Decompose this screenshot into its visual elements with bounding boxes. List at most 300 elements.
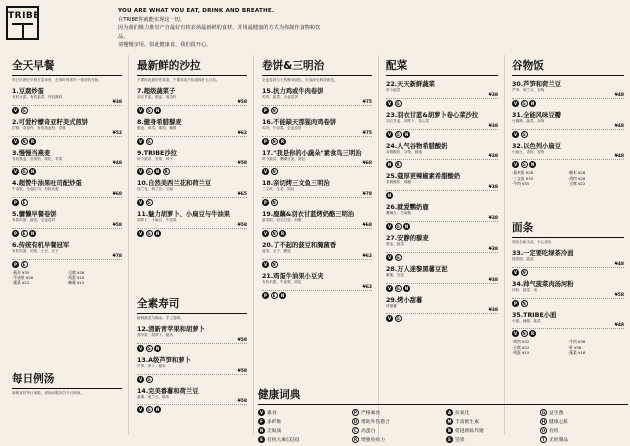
health-badge-icon: V [513,162,518,168]
glossary-title: 健康词典 [258,387,628,405]
section-subtitle: 不要再说最好你喜欢，不要再说不知道做什么沙拉。 [137,78,220,82]
menu-item [12,178,122,206]
health-badge-icon: N [272,169,276,175]
column-divider [128,55,129,435]
menu-item-price: ¥48 [512,93,624,99]
menu-item-price: ¥38 [386,308,498,314]
menu-item-title: 10.自然美西兰花和荷兰豆 [137,180,212,188]
addon-price: ·燕麦饭 ¥28 [512,170,534,176]
menu-item-icons [512,131,624,138]
health-glossary [258,387,630,443]
menu-item-icons [386,254,498,261]
addon-price: ·豆腐 ¥22 [568,180,586,186]
menu-item [512,248,624,276]
menu-item-price: ¥58 [12,223,122,229]
menu-item-description: 紫薯、豆泥 [386,272,404,277]
menu-item [262,148,372,176]
menu-item-title: 31.全能风味豆瓣 [512,111,561,119]
menu-item-description: 胡萝卜、小扁豆、牛油果 [137,218,177,223]
menu-item-icons [386,131,498,138]
glossary-entry [352,409,440,416]
health-badge-icon: P [12,199,19,206]
glossary-label: 帮助外伤愈合 [361,420,390,425]
menu-item-title: 4.超赞牛油果吐司配炒蛋 [12,180,82,188]
menu-item-description: 柠檬、奇亚籽、有机燕麦粉、香蕉 [12,125,66,130]
menu-item-description: 藜麦、蔬菜 [386,241,404,246]
glossary-entry [446,409,534,416]
menu-item-icons [386,100,498,107]
section-subtitle: 新鲜食材每日现做，请询问服务员今日例汤。 [12,391,84,395]
health-badge-icon: P [512,300,519,307]
menu-item-title: 14.完美番薯和荷兰豆 [137,387,199,395]
glossary-entry [352,427,440,434]
menu-item-icons [262,168,372,175]
health-badge-icon: V [387,100,392,106]
glossary-entry [540,427,628,434]
menu-item-icons [386,315,498,322]
menu-item [512,279,624,307]
menu-item [262,209,372,237]
menu-item-price: ¥58 [137,399,247,405]
section-subtitle: 面条全新出品，小心食用 [512,240,552,244]
intro-text [118,7,328,50]
menu-item-title: 20.了不起的菠豆和腌菌香 [262,241,337,249]
health-badge-icon: V [263,261,268,267]
menu-item-price: ¥62 [137,131,247,137]
menu-item-description: 有机燕麦、坚果奶、枸杞、苹果 [12,156,63,161]
glossary-entry [446,427,534,434]
menu-item-price: ¥48 [512,262,624,268]
menu-item-icons [12,168,122,175]
menu-item-description: 菠菜、豆子、蘑菇 [262,248,291,253]
health-badge-icon: N [272,107,276,113]
health-badge-icon: N [155,230,160,236]
menu-item-description: 藜麦、黄瓜、番茄、橄榄 [137,125,177,130]
health-badge-icon: N [522,269,526,275]
health-badge-icon: E [271,292,278,299]
menu-item-price: ¥38 [386,216,498,222]
menu-item-price: ¥65 [137,192,247,198]
menu-item-title: 1.豆腐炒蛋 [12,88,44,95]
health-badge-icon: G [522,100,526,106]
glossary-label: 有机大麻(美国) [267,438,300,443]
health-badge-icon: N [155,169,160,175]
glossary-label: 严格素食 [361,411,381,416]
glossary-badge-icon: A [447,410,452,415]
health-badge-icon: G [147,407,151,413]
health-badge-icon: G [147,230,151,236]
menu-item-description: 时令蔬菜、坚果、种子 [137,156,173,161]
glossary-badge-icon: H [541,419,546,424]
health-badge-icon: V [513,331,518,337]
menu-item-icons [137,168,247,175]
column-divider [504,55,505,435]
menu-item-title: 5.慵懒早餐卷饼 [12,211,57,219]
health-badge-icon: N [404,131,409,137]
menu-item-icons [512,330,624,337]
menu-item-icons [12,230,122,237]
menu-item-price: ¥52 [12,131,122,137]
menu-item-price: ¥48 [512,154,624,160]
glossary-badge-icon: B [447,428,452,433]
health-badge-icon: N [155,107,160,113]
menu-item-title: 25.蔻厚更辣椒素希腊酸奶 [386,173,461,181]
menu-item-title: 34.帅气菠菜肉汤河粉 [512,280,574,288]
health-badge-icon: V [13,169,18,175]
menu-item-icons [262,199,372,206]
health-badge-icon: N [522,331,526,337]
menu-item [512,110,624,138]
menu-item [137,386,247,414]
menu-item-icons [512,161,624,168]
menu-item-icons [137,107,247,114]
menu-item-icons [12,261,122,268]
health-badge-icon: V [513,269,518,275]
addon-price: ·蔬菜 ¥18 [568,349,586,355]
menu-item-price: ¥38 [386,124,498,130]
menu-item-icons [137,230,247,237]
menu-item-title: 2.可爱柠檬奇亚籽美式煎饼 [12,118,89,126]
menu-item-price: ¥38 [386,185,498,191]
health-badge-icon: G [147,345,151,351]
menu-item [512,141,624,169]
menu-item-price: ¥68 [262,161,372,167]
health-badge-icon: G [522,162,526,168]
health-badge-icon: R [164,169,168,175]
health-badge-icon: G [147,376,151,382]
addon-price: ·牛肉 ¥38 [568,339,586,345]
health-badge-icon: V [13,107,18,113]
glossary-entry [352,418,440,425]
menu-item-description: 三文鱼、生菜、面包 [262,187,295,192]
menu-item-description: 番薯、荷兰豆、糙米 [137,394,170,399]
menu-item-description: 小面、辣椒、蔬菜 [512,318,541,323]
glossary-entry [258,409,346,416]
health-badge-icon: N [404,285,409,291]
health-badge-icon: V [387,254,392,260]
menu-item-description: 有机豆腐、有机蔬菜、有机酱料 [12,95,63,99]
section-soup [12,371,122,396]
health-badge-icon: G [396,100,400,106]
menu-item-price: ¥48 [512,323,624,329]
glossary-entry [258,418,346,425]
health-badge-icon: V [138,200,143,206]
menu-item [262,271,372,299]
section-sushi [137,296,247,413]
health-badge-icon: V [138,230,143,236]
health-badge-icon: P [262,107,269,114]
glossary-label: 多纤维 [267,420,282,425]
glossary-entry [540,409,628,416]
tribe-logo [6,6,39,40]
health-badge-icon: G [147,169,151,175]
menu-item [137,117,247,145]
health-badge-icon: V [138,169,143,175]
menu-item [262,86,372,114]
menu-item-description: 希腊酸奶、辣椒 [386,180,412,185]
health-badge-icon: N [22,138,26,144]
section-title: 最新鲜的沙拉 [137,58,247,76]
health-badge-icon: N [155,407,160,413]
health-badge-icon: G [22,107,26,113]
health-badge-icon: G [396,254,400,260]
menu-item-price: ¥48 [12,161,122,167]
menu-item-description: 烤番薯 [386,303,397,308]
addon-price-list [512,170,624,186]
menu-item-icons [386,223,498,230]
addon-price: ·豆腐 ¥22 [512,344,530,350]
glossary-badge-icon: N [259,428,264,433]
health-badge-icon: N [155,345,160,351]
menu-item-description: 河粉、菠菜、汤 [512,287,538,292]
menu-item-description: 芦笋、荷兰豆、谷物 [512,88,545,92]
menu-item-price: ¥58 [137,100,247,106]
health-badge-icon: N [387,193,392,199]
section-subtitle: 新鲜蔬菜与糙米，手工卷制。 [137,316,184,320]
health-badge-icon: V [387,131,392,137]
menu-item [386,264,498,292]
menu-item-icons [386,192,498,199]
menu-item [12,240,122,268]
menu-item-price: ¥68 [12,192,122,198]
menu-item-price: ¥38 [386,278,498,284]
health-badge-icon: N [387,162,392,168]
menu-item-icons [137,406,247,413]
health-badge-icon: V [263,230,268,236]
glossary-label: 益生菌 [549,411,564,416]
glossary-badge-icon: E [258,436,265,443]
menu-item-icons [137,138,247,145]
menu-item-title: 30.芦笋和荷兰豆 [512,81,561,88]
menu-item-price: ¥62 [262,285,372,291]
addon-price-list [512,339,624,355]
menu-item-price: ¥62 [262,254,372,260]
addon-price: ·燕麦 ¥35 [12,269,30,275]
logo-text: TRIBE [8,11,40,21]
menu-item [386,171,498,199]
health-badge-icon: V [138,345,143,351]
column-divider [253,55,254,435]
menu-item-price: ¥75 [262,100,372,106]
section-title: 面条 [512,220,624,238]
menu-item-icons [262,138,372,145]
menu-item [386,233,498,261]
glossary-badge-icon: D [353,419,358,424]
menu-item-title: 35.TRIBE小面 [512,311,557,319]
menu-item-title: 19.鹿藕&羽衣甘蓝烤奶酪三明治 [262,211,355,219]
menu-item-title: 3.慢慢当燕麦 [12,149,51,157]
menu-item-icons [512,100,624,107]
menu-item-price: ¥58 [512,293,624,299]
menu-item-icons [12,199,122,206]
menu-item-icons [512,269,624,276]
addon-price: ·豆腐 ¥38 [67,269,85,275]
section-breakfast [12,58,122,285]
glossary-label: 高蛋白 [361,429,376,434]
health-badge-icon: G [147,200,151,206]
menu-item-description: 牛油果、全麦吐司、有机鸡蛋 [12,187,59,192]
glossary-label: 增强免疫力 [361,438,385,443]
addon-price: ·蔬菜 ¥22 [12,280,30,286]
section-title: 每日例汤 [12,371,122,389]
health-badge-icon: V [138,407,143,413]
health-badge-icon: P [262,199,269,206]
glossary-entry [258,427,346,434]
health-badge-icon: V [138,138,143,144]
glossary-label: 无麸质 [267,429,282,434]
menu-item-price: ¥68 [262,223,372,229]
menu-item-icons [386,161,498,168]
menu-item-title: 18.亲切烤三文鱼三明治 [262,180,330,188]
health-badge-icon: G [22,169,26,175]
glossary-label: 丰富维生素 [455,420,479,425]
health-badge-icon: N [522,300,526,306]
menu-item-title: 11.魅力胡萝卜、小扁豆与牛油果 [137,211,231,219]
glossary-entry [446,418,534,425]
health-badge-icon: G [522,131,526,137]
health-badge-icon: V [513,131,518,137]
menu-item-title: 27.安静的藜麦 [386,234,429,242]
health-badge-icon: G [396,131,400,137]
menu-item-price: ¥38 [12,100,122,106]
menu-item-description: 鸡肉、牛油果、全麦卷饼 [262,125,302,130]
menu-item [262,117,372,145]
glossary-badge-icon: G [541,410,546,415]
menu-item-title: 16.不能缺天那猩肉鸡卷饼 [262,118,337,126]
health-badge-icon: N [272,138,276,144]
menu-item [386,79,498,107]
health-badge-icon: R [30,138,35,144]
menu-item-icons [137,376,247,383]
menu-item-icons [12,107,122,114]
section-sides [386,58,498,322]
menu-item-price: ¥78 [262,192,372,198]
health-badge-icon: G [396,285,400,291]
menu-item [137,324,247,352]
health-badge-icon: V [263,169,268,175]
health-badge-icon: E [21,261,28,268]
health-badge-icon: N [530,162,535,168]
health-badge-icon: V [387,316,392,322]
section-noodles [512,220,624,355]
health-badge-icon: G [396,223,400,229]
menu-item-icons [12,138,122,145]
section-salad [137,58,247,237]
health-badge-icon: R [280,230,285,236]
menu-item-title: 17."我是你的小蔬朵"素食鸟三明治 [262,149,362,157]
menu-item-price: ¥75 [262,131,372,137]
menu-item-price: ¥58 [137,369,247,375]
glossary-label: 素食 [267,411,277,416]
menu-item [386,110,498,138]
menu-item [12,86,122,114]
addon-price: ·三文鱼 ¥35 [512,175,534,181]
glossary-badge-icon: M [447,419,452,424]
menu-item-title: 7.超级蔬菜子 [137,88,176,95]
intro-english: YOU ARE WHAT YOU EAT, DRINK AND BREATHE. [118,8,275,14]
menu-item-description: 时令蔬菜、鹰嘴豆泥、面包 [262,156,306,161]
glossary-entry [446,436,534,443]
menu-item-description: 希腊酸奶、谷物、蜂蜜 [386,149,422,154]
menu-item-icons [262,230,372,237]
addon-price: ·牛油果 ¥28 [12,274,34,280]
health-badge-icon: P [12,230,19,237]
menu-item-icons [262,107,372,114]
menu-item-price: ¥38 [386,93,498,99]
intro-line: 在TRIBE你就能实现这一切。 [118,16,186,23]
health-badge-icon: V [138,107,143,113]
health-badge-icon: N [404,223,409,229]
glossary-label: 有机 [549,429,559,434]
health-badge-icon: G [147,107,151,113]
glossary-label: 促进新陈代谢 [455,429,484,434]
menu-item-price: ¥48 [512,124,624,130]
menu-item-title: 22.天天新鲜蔬菜 [386,81,435,88]
health-badge-icon: N [272,261,276,267]
menu-item [512,79,624,107]
health-badge-icon: N [30,230,35,236]
addon-price: ·鸡肉 ¥28 [568,175,586,181]
menu-item-description: 时令蔬菜 [386,88,401,92]
menu-item-price: ¥58 [137,338,247,344]
addon-price-list [12,270,122,286]
addon-price: ·糙米 ¥28 [568,170,586,176]
menu-item-icons [137,345,247,352]
menu-item [512,310,624,338]
menu-item-title: 32.以色列小扁豆 [512,142,561,150]
health-badge-icon: V [138,376,143,382]
health-badge-icon: R [396,162,400,168]
health-badge-icon: V [513,100,518,106]
section-wraps [262,58,372,299]
section-title: 全天早餐 [12,58,122,76]
health-badge-icon: N [30,169,35,175]
glossary-badge-icon: V [259,410,264,415]
health-badge-icon: G [396,316,400,322]
glossary-badge-icon: O [541,428,546,433]
menu-item-price: ¥38 [386,247,498,253]
health-badge-icon: V [387,285,392,291]
health-badge-icon: N [280,292,285,298]
logo-stem [22,23,24,38]
menu-item-description: 有机鸡蛋、培根、土豆、豆子 [12,248,59,253]
menu-item-icons [512,300,624,307]
menu-item-description: 豆瓣酱、蔬菜、谷物 [512,118,545,123]
health-badge-icon: R [280,138,285,144]
addon-price: ·鸡肉 ¥32 [512,339,530,345]
menu-item-price: ¥78 [12,254,122,260]
glossary-label: 抗氧化 [455,411,470,416]
health-badge-icon: V [387,223,392,229]
menu-item-description: 鸡肉、蔬菜、全麦卷饼 [262,95,298,99]
menu-item [137,355,247,383]
health-badge-icon: V [13,138,18,144]
health-badge-icon: P [262,292,269,299]
section-title: 全素寿司 [137,296,247,314]
glossary-badge-icon: F [258,418,265,425]
section-subtitle: 每日早晨吃早餐在菜单里、在何时何须早一顿好的开始。 [12,78,102,82]
glossary-entry [540,418,628,425]
health-badge-icon: N [272,200,276,206]
menu-item-title: 28.万人迷黎黑薯豆泥 [386,265,448,273]
menu-item-title: 21.鸡蛋牛油果小豆夹 [262,272,324,280]
glossary-entry [258,436,346,443]
menu-item [12,117,122,145]
menu-item [137,86,247,114]
menu-item [137,178,247,206]
menu-item-price: ¥38 [386,154,498,160]
menu-item-title: 12.清新青苹果和胡萝卜 [137,326,205,333]
